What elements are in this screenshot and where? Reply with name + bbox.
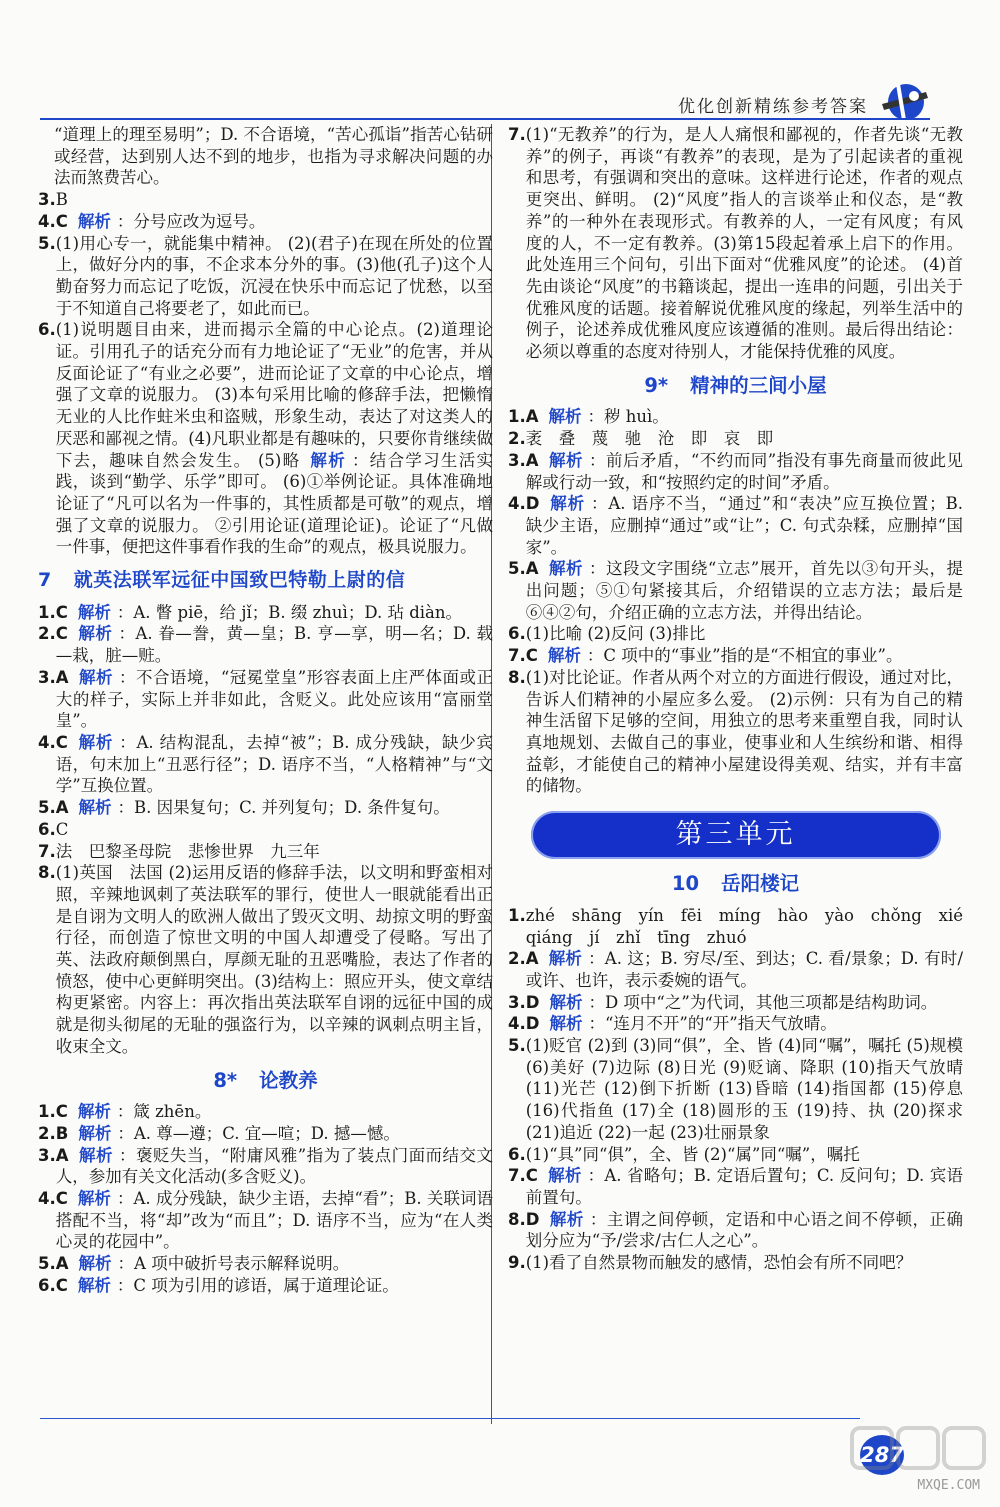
item-text: 主谓之间停顿，定语和中心语之间不停顿，正确划分应为“予/尝求/古仁人之心”。: [525, 1209, 964, 1251]
item-content: A 解析 ：不合语境，“冠冕堂皇”形容表面上庄严体面或正大的样子，实际上并非如此，含贬义。此处应该用“富丽堂皇”。: [55, 667, 493, 731]
item-content: C 解析 ：箴 zhēn。: [55, 1102, 212, 1122]
header-rule: [40, 118, 930, 120]
analysis-label: 解析: [78, 1145, 113, 1165]
item-number: 5.: [508, 1036, 526, 1056]
answer-choice: A: [55, 798, 69, 818]
analysis-label: 解析: [77, 624, 113, 644]
analysis-label: 解析: [548, 949, 583, 969]
watermark-text: MXQE.COM: [917, 1478, 980, 1493]
analysis-label: 解析: [548, 407, 582, 427]
item-content: [526, 124, 963, 363]
answer-choice: A: [55, 1254, 69, 1274]
item-number: 1.: [38, 602, 56, 622]
answer-item: [508, 1035, 963, 1144]
answer-item: [508, 1013, 963, 1035]
item-content: D 解析 ：主谓之间停顿，定语和中心语之间不停顿，正确划分应为“予/尝求/古仁人之心”。: [525, 1209, 964, 1251]
item-text: A. 尊—遵；C. 宜—喧；D. 撼—憾。: [133, 1123, 400, 1143]
item-text: 箴 zhēn。: [133, 1102, 212, 1122]
unit-banner: 第三单元: [531, 811, 941, 859]
item-content: C 解析 ：A. 结构混乱，去掉“被”；B. 成分残缺，缺少宾语，句末加上“丑恶行径”；D. 语序不当，“人格精神”与“文学”互换位置。: [55, 732, 494, 796]
section-title-text: 就英法联军远征中国致巴特勒上尉的信: [73, 569, 406, 592]
answer-item: [508, 428, 963, 450]
page-header: [0, 0, 1000, 117]
analysis-label: 解析: [77, 602, 111, 622]
analysis-label: 解析: [549, 992, 583, 1012]
answer-choice: C: [55, 1189, 68, 1209]
item-text: (1)说明题目由来，进而揭示全篇的中心论点。(2)道理论证。引用孔子的话充分而有力地论证了“无业”的危害，并从反面论证了“有业之必要”，进而论证了文章的中心论点，增强了文章的说服力。 (3)本句采用比喻的修辞手法，把懒惰无业的人比作蛀米虫和盗贼，形象生动，表达了对这类人的厌恶和鄙视之情。(4)凡职业都是有趣味的，只要你肯继续做下去，趣味自然会发生。 (5)略: [55, 320, 493, 470]
item-content: C 解析 ：A. 瞥 piē，给 jǐ；B. 缀 zhuì；D. 玷 diàn。: [55, 602, 463, 622]
answer-item: [508, 1144, 963, 1166]
item-content: A 解析 ：A 项中破折号表示解释说明。: [55, 1254, 350, 1274]
item-text: 前后矛盾，“不约而同”指没有事先商量而彼此见解或行动一致，和“按照约定的时间”矛盾。: [525, 450, 963, 492]
item-content: C 解析 ：分号应改为逗号。: [55, 211, 266, 231]
analysis-label: 解析: [548, 450, 583, 470]
footer-rule: [40, 1418, 860, 1419]
answer-item: [508, 948, 963, 991]
item-text: 法 巴黎圣母院 悲惨世界 九三年: [55, 841, 320, 861]
answer-item: [38, 1101, 493, 1123]
item-content: A 解析 ：前后矛盾，“不约而同”指没有事先商量而彼此见解或行动一致，和“按照约定的时间”矛盾。: [525, 450, 963, 492]
item-text: (1)“无教养”的行为，是人人痛恨和鄙视的，作者先谈“无教养”的例子，再谈“有教养”的表现，是为了引起读者的重视和思考，有强调和突出的意味。这样进行论述，作者的观点更突出、鲜明。 (2)“风度”指人的言谈举止和仪态，是“教养”的一种外在表现形式。有教养的人，一定有风度；有风度的人，不一定有教养。(3)第15段起着承上启下的作用。此处连用三个问句，引出下面对“优雅风度”的论述。 (4)首先由谈论“风度”的书籍谈起，提出一连串的问题，引出关于优雅风度的话题。接着解说优雅风度的缘起，列举生活中的例子，论述养成优雅风度应该遵循的准则。最后得出结论：必须以尊重的态度对待别人，才能保持优雅的风度。: [525, 125, 963, 362]
item-text: (1)看了自然景物而触发的感情，恐怕会有所不同吧？: [525, 1253, 913, 1273]
answer-choice: D: [525, 494, 540, 514]
item-number: 6.: [38, 1275, 56, 1295]
answer-item: [38, 841, 493, 863]
item-number: 4.: [508, 1014, 526, 1034]
item-number: 4.: [38, 211, 56, 231]
analysis-label: 解析: [77, 732, 114, 752]
item-text: 不合语境，“冠冕堂皇”形容表面上庄严体面或正大的样子，实际上并非如此，含贬义。此处应该用“富丽堂皇”。: [55, 667, 493, 731]
item-content: [526, 1035, 963, 1144]
answer-choice: A: [525, 949, 539, 969]
answer-item: [508, 992, 963, 1014]
answer-choice: D: [525, 1014, 540, 1034]
answer-item: [38, 797, 493, 819]
item-content: A 解析 ：这段文字围绕“立志”展开，首先以③句开头，提出问题；⑤①句紧接其后，介绍错误的立志方法；最后是⑥④②句，介绍正确的立志方法，并得出结论。: [525, 559, 963, 622]
section-title-text: 论教养: [259, 1068, 318, 1092]
analysis-label: 解析: [77, 1189, 111, 1209]
item-content: A 解析 ：秽 huì。: [525, 407, 669, 427]
item-number: 7.: [38, 841, 56, 861]
item-text: A. 瞥 piē，给 jǐ；B. 缀 zhuì；D. 玷 diàn。: [133, 602, 463, 622]
analysis-label: 解析: [78, 667, 113, 687]
item-number: 5.: [508, 559, 526, 579]
analysis-label: 解析: [77, 211, 111, 231]
item-text: (1)比喻 (2)反问 (3)排比: [525, 624, 706, 644]
item-content: C 解析 ：C 项中的“事业”指的是“不相宜的事业”。: [525, 646, 903, 666]
answer-item: [508, 667, 963, 797]
item-number: 3.: [508, 450, 526, 470]
item-number: 3.: [38, 1145, 56, 1165]
item-number: 7.: [508, 1166, 526, 1186]
left-column: [38, 124, 493, 1297]
item-content: C 解析 ：A. 省略句；B. 定语后置句；C. 反问句；D. 宾语前置句。: [525, 1166, 963, 1207]
item-number: 2.: [508, 949, 526, 969]
answer-item: [508, 1165, 963, 1208]
item-content: [526, 623, 963, 645]
item-number: 6.: [508, 624, 526, 644]
item-number: 4.: [508, 494, 526, 514]
item-number: 8.: [38, 863, 56, 883]
item-text: (1)贬官 (2)到 (3)同“俱”，全、皆 (4)同“嘱”，嘱托 (5)规模 (6)美好 (7)边际 (8)日光 (9)贬谪、降职 (10)指天气放晴 (11)光芒 (12)倒下折断 (13)昏暗 (14)指国都 (15)停息 (16)代指鱼 (17)全 (18)圆形的玉 (19)持、执 (20)探求 (21)追近 (22)一起 (23)壮丽景象: [525, 1036, 963, 1142]
item-number: 5.: [38, 233, 56, 253]
answer-item: [508, 493, 963, 558]
item-text: (1)用心专一，就能集中精神。 (2)(君子)在现在所处的位置上，做好分内的事，不企求本分外的事。(3)他(孔子)这个人勤奋努力而忘记了吃饭，沉浸在快乐中而忘记了忧愁，以至于不知道自己将要老了，如此而已。: [55, 233, 493, 318]
item-content: [56, 819, 493, 841]
analysis-label: 解析: [78, 1254, 112, 1274]
item-content: A 解析 ：褒贬失当，“附庸风雅”指为了装点门面而结交文人，参加有关文化活动(多含贬义)。: [55, 1145, 493, 1187]
analysis-label: 解析: [78, 1123, 112, 1143]
item-content: C 解析 ：A. 眷—誊，黄—皇；B. 亨—享，明—名；D. 载—栽，脏—赃。: [55, 624, 494, 666]
item-number: 5.: [38, 1254, 56, 1274]
answer-choice: D: [525, 992, 540, 1012]
analysis-label: 解析: [549, 1014, 583, 1034]
answer-item: [508, 623, 963, 645]
item-number: 6.: [38, 819, 56, 839]
item-text: A. 眷—誊，黄—皇；B. 亨—享，明—名；D. 载—栽，脏—赃。: [55, 624, 494, 666]
answer-choice: A: [55, 1145, 69, 1165]
item-text: A. 结构混乱，去掉“被”；B. 成分残缺，缺少宾语，句末加上“丑恶行径”；D. 语序不当，“人格精神”与“文学”互换位置。: [55, 732, 494, 796]
item-number: 3.: [38, 667, 56, 687]
item-text: C 项中的“事业”指的是“不相宜的事业”。: [603, 646, 903, 666]
item-text: A. 省略句；B. 定语后置句；C. 反问句；D. 宾语前置句。: [525, 1166, 963, 1207]
item-content: D 解析 ：A. 语序不当，“通过”和“表决”应互换位置；B. 缺少主语，应删掉“通过”或“让”；C. 句式杂糅，应删掉“国家”。: [525, 494, 964, 557]
item-text: 褒贬失当，“附庸风雅”指为了装点门面而结交文人，参加有关文化活动(多含贬义)。: [55, 1145, 493, 1187]
item-number: 6.: [508, 1144, 526, 1164]
item-text: 袤 叠 蔑 驰 沧 即 哀 即: [525, 429, 774, 449]
item-text: 结合学习生活实践，谈到“勤学、乐学”即可。 (6)①举例论证。具体准确地论证了“凡可以名为一件事的，其性质都是可敬”的观点，增强了文章的说服力。 ②引用论证(道理论证)。论证了“凡做一件事，便把这件事看作我的生命”的观点，极具说服力。: [55, 450, 494, 557]
item-content: [56, 233, 493, 320]
item-number: 1.: [38, 1102, 56, 1122]
section-title-8: [38, 1070, 493, 1092]
answer-choice: A: [525, 407, 539, 427]
item-text: C 项为引用的谚语，属于道理论证。: [133, 1275, 399, 1295]
section-title-9: [508, 375, 963, 397]
answer-item: [38, 233, 493, 320]
answer-item: [38, 1188, 493, 1253]
item-number: 8.: [508, 667, 526, 687]
answer-item: [508, 1209, 963, 1252]
item-text: (1)“具”同“俱”，全、皆 (2)“属”同“嘱”，嘱托: [525, 1144, 860, 1164]
answer-item: [38, 602, 493, 624]
analysis-label: 解析: [310, 450, 346, 470]
answer-item: [508, 124, 963, 363]
answer-item: [508, 1252, 963, 1274]
answer-item: [38, 819, 493, 841]
answer-choice: C: [55, 732, 68, 752]
item-content: D 解析 ：“连月不开”的“开”指天气放晴。: [525, 1014, 837, 1034]
item-number: 2.: [38, 624, 56, 644]
item-content: D 解析 ：D 项中“之”为代词，其他三项都是结构助词。: [525, 992, 938, 1012]
answer-item: [38, 862, 493, 1057]
item-text: B: [55, 190, 68, 210]
answer-item: [508, 406, 963, 428]
answer-choice: C: [525, 646, 538, 666]
item-content: A 解析 ：A. 这；B. 穷尽/至、到达；C. 看/景象；D. 有时/或许、也许，表示委婉的语气。: [525, 949, 963, 990]
section-title-text: 精神的三间小屋: [690, 373, 827, 397]
item-text: 这段文字围绕“立志”展开，首先以③句开头，提出问题；⑤①句紧接其后，介绍错误的立志方法；最后是⑥④②句，介绍正确的立志方法，并得出结论。: [525, 559, 963, 622]
right-column: [508, 124, 980, 1274]
item-content: (1)说明题目由来，进而揭示全篇的中心论点。(2)道理论证。引用孔子的话充分而有力地论证了“无业”的危害，并从反面论证了“有业之必要”，进而论证了文章的中心论点，增强了文章的说服力。 (3)本句采用比喻的修辞手法，把懒惰无业的人比作蛀米虫和盗贼，形象生动，表达了对这类人的厌恶和鄙视之情。(4)凡职业都是有趣味的，只要你肯继续做下去，趣味自然会发生。 (5)略 解析 ：结合学习生活实践，谈到“勤学、乐学”即可。 (6)①举例论证。具体准确地论证了“凡可以名为一件事的，其性质都是可敬”的观点，增强了文章的说服力。 ②引用论证(道理论证)。论证了“凡做一件事，便把这件事看作我的生命”的观点，极具说服力。: [55, 320, 494, 557]
item-text: “连月不开”的“开”指天气放晴。: [604, 1014, 837, 1034]
item-content: [56, 189, 493, 211]
analysis-label: 解析: [548, 559, 583, 579]
answer-choice: C: [55, 1102, 68, 1122]
answer-choice: C: [55, 602, 68, 622]
answer-choice: A: [525, 450, 539, 470]
item-content: C 解析 ：C 项为引用的谚语，属于道理论证。: [55, 1275, 399, 1295]
item-content: [56, 862, 493, 1057]
item-content: [526, 1144, 963, 1166]
item-text: C: [55, 819, 69, 839]
answer-item: [38, 319, 493, 558]
item-number: 7.: [508, 125, 526, 144]
section-number: 10: [671, 872, 700, 896]
item-text: A. 这；B. 穷尽/至、到达；C. 看/景象；D. 有时/或许、也许，表示委婉的语气。: [525, 949, 963, 990]
answer-item: [38, 623, 493, 666]
item-number: 2.: [38, 1123, 56, 1143]
item-text: A 项中破折号表示解释说明。: [134, 1254, 350, 1274]
answer-item: [38, 1275, 493, 1297]
answer-choice: A: [525, 559, 539, 579]
item-content: A 解析 ：B. 因果复句；C. 并列复句；D. 条件复句。: [55, 798, 450, 818]
header-title: 优化创新精练参考答案: [678, 97, 868, 117]
answer-item: [38, 189, 493, 211]
intro-paragraph: “道理上的理至易明”；D. 不合语境，“苦心孤诣”指苦心钻研或经营，达到别人达不到的地步，也指为寻求解决问题的办法而煞费苦心。: [54, 125, 493, 188]
analysis-label: 解析: [547, 1166, 582, 1186]
item-text: D 项中“之”为代词，其他三项都是结构助词。: [604, 992, 938, 1012]
analysis-label: 解析: [549, 1209, 584, 1229]
answer-item: [38, 1253, 493, 1275]
item-text: (1)对比论证。作者从两个对立的方面进行假设，通过对比，告诉人们精神的小屋应多么爱。 (2)示例：只有为自己的精神生活留下足够的空间，用独立的思考来重塑自我，同时认真地规划、去做自己的事业，使事业和人生缤纷和谐、相得益彰，才能使自己的精神小屋建设得美观、结实，并有丰富的储物。: [525, 667, 963, 796]
answer-item: [508, 558, 963, 623]
section-title-text: 岳阳楼记: [721, 872, 800, 896]
answer-choice: A: [55, 667, 69, 687]
item-text: (1)英国 法国 (2)运用反语的修辞手法，以文明和野蛮相对照，辛辣地讽刺了英法联军的罪行，使世人一眼就能看出正是自诩为文明人的欧洲人做出了毁灭文明、劫掠文明的野蛮行径，而创造了惊世文明的中国人却遭受了侵略。写出了英、法政府颠倒黑白，厚颜无耻的丑恶嘴脸，表达了作者的愤怒，使中心更鲜明突出。(3)结构上：照应开头，使文章结构更紧密。内容上：再次指出英法联军自诩的远征中国的成就是彻头彻尾的无耻的强盗行为，以辛辣的讽刺点明主旨，收束全文。: [55, 863, 493, 1056]
answer-choice: C: [55, 211, 68, 231]
section-number: 7: [38, 569, 52, 592]
item-number: 3.: [508, 992, 526, 1012]
answer-item: [38, 211, 493, 233]
analysis-label: 解析: [78, 798, 112, 818]
answer-choice: C: [55, 1275, 68, 1295]
item-number: 4.: [38, 1189, 56, 1209]
answer-item: [38, 1145, 493, 1188]
item-number: 4.: [38, 732, 56, 752]
section-title-10: [508, 873, 963, 895]
section-title-7: [38, 570, 493, 592]
item-content: [525, 905, 980, 948]
item-text: A. 成分残缺，缺少主语，去掉“看”；B. 关联词语搭配不当，将“却”改为“而且”；D. 语序不当，应为“在人类心灵的花园中”。: [55, 1189, 494, 1252]
answer-choice: C: [525, 1166, 538, 1186]
item-number: 9.: [508, 1253, 526, 1273]
item-number: 1.: [508, 905, 526, 925]
item-text: B. 因果复句；C. 并列复句；D. 条件复句。: [134, 798, 450, 818]
answer-item: [38, 732, 493, 797]
item-content: [526, 667, 963, 797]
item-content: B 解析 ：A. 尊—遵；C. 宜—喧；D. 撼—憾。: [55, 1123, 400, 1143]
answer-item: [38, 667, 493, 732]
analysis-label: 解析: [77, 1275, 111, 1295]
item-text: zhé shāng yín fēi míng hào yào chǒng xié qiáng jí zhǐ tīng zhuó: [525, 905, 980, 947]
item-number: 1.: [508, 407, 526, 427]
item-number: 2.: [508, 429, 526, 449]
item-content: C 解析 ：A. 成分残缺，缺少主语，去掉“看”；B. 关联词语搭配不当，将“却”改为“而且”；D. 语序不当，应为“在人类心灵的花园中”。: [55, 1189, 494, 1252]
item-number: 5.: [38, 798, 56, 818]
item-content: [526, 1252, 963, 1274]
analysis-label: 解析: [547, 646, 581, 666]
answer-choice: B: [55, 1123, 69, 1143]
analysis-label: 解析: [77, 1102, 111, 1122]
analysis-label: 解析: [549, 494, 586, 514]
item-number: 6.: [38, 320, 56, 340]
answer-choice: D: [525, 1209, 540, 1229]
page-number: 287: [860, 1435, 904, 1475]
item-number: 3.: [38, 190, 56, 210]
answer-item: [38, 1123, 493, 1145]
answer-item: [508, 645, 963, 667]
answer-item: [508, 905, 980, 948]
answer-item: [508, 450, 963, 493]
section-number: 8*: [213, 1068, 238, 1092]
item-number: 7.: [508, 646, 526, 666]
section-number: 9*: [644, 373, 669, 397]
item-text: 秽 huì。: [604, 407, 669, 427]
item-text: 分号应改为逗号。: [133, 211, 266, 231]
item-text: A. 语序不当，“通过”和“表决”应互换位置；B. 缺少主语，应删掉“通过”或“让”；C. 句式杂糅，应删掉“国家”。: [525, 494, 964, 557]
item-content: [56, 841, 493, 863]
item-number: 8.: [508, 1209, 526, 1229]
item-content: [526, 428, 963, 450]
answer-choice: C: [55, 624, 68, 644]
